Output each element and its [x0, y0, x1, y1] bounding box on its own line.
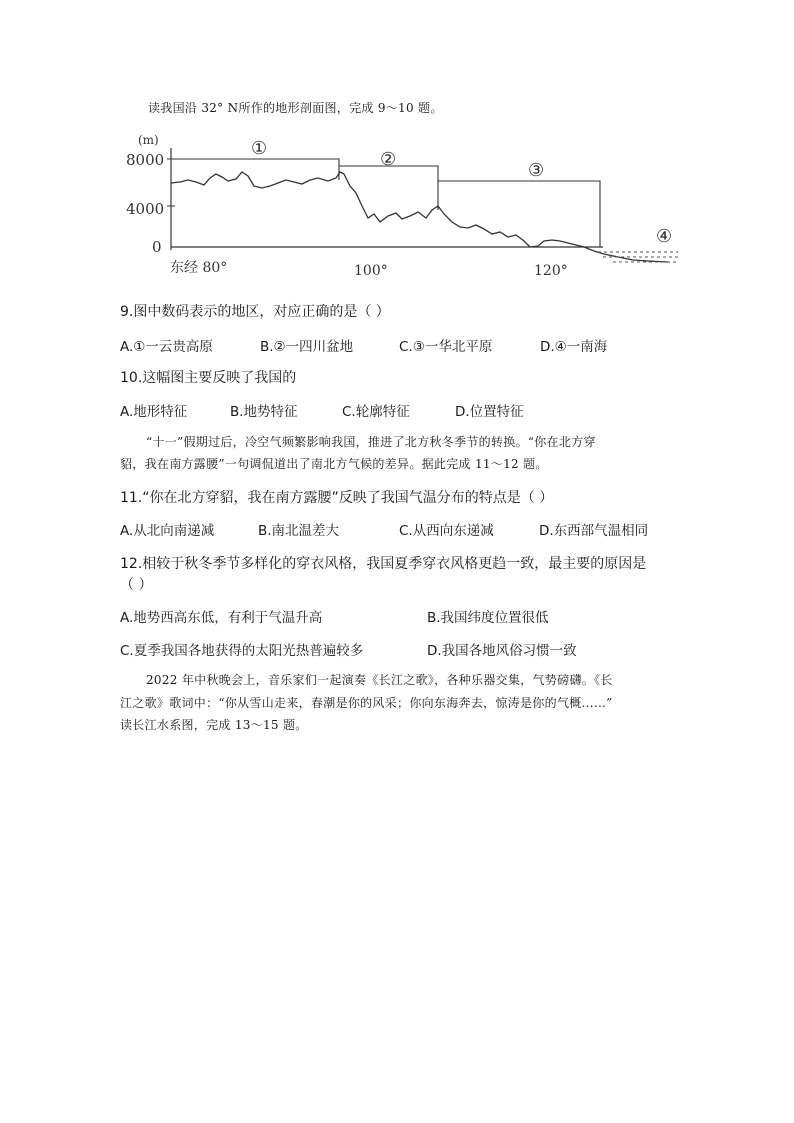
- question-12-option-a: A.地势西高东低，有利于气温升高: [120, 610, 323, 626]
- question-11-option-c: C.从西向东递减: [399, 523, 494, 539]
- question-10-stem: 10.这幅图主要反映了我国的: [120, 370, 297, 386]
- region-mark-3: ③: [528, 160, 545, 181]
- profile-unit-label: (m): [138, 133, 159, 147]
- question-10-option-c: C.轮廓特征: [342, 404, 410, 420]
- region-1-bracket: [171, 159, 339, 180]
- question-12-option-c: C.夏季我国各地获得的太阳光热普遍较多: [120, 643, 364, 659]
- yangtze-passage-line-3: 读长江水系图，完成 13～15 题。: [120, 718, 308, 732]
- region-mark-2: ②: [380, 149, 397, 170]
- profile-y-tick-label: 4000: [126, 200, 165, 218]
- profile-intro: 读我国沿 32° N所作的地形剖面图，完成 9～10 题。: [148, 101, 443, 115]
- question-12-stem-line-2: （ ）: [120, 577, 153, 593]
- terrain-profile-diagram: [118, 128, 683, 280]
- climate-passage-line-1: “十一”假期过后，冷空气频繁影响我国，推进了北方秋冬季节的转换。“你在北方穿: [146, 435, 596, 449]
- profile-y-tick-label: 0: [152, 238, 162, 256]
- question-11-option-d: D.东西部气温相同: [539, 523, 649, 539]
- profile-x-tick-label: 120°: [534, 263, 568, 279]
- profile-y-tick-label: 8000: [126, 151, 165, 169]
- question-11-option-b: B.南北温差大: [258, 523, 340, 539]
- question-12-stem-line-1: 12.相较于秋冬季节多样化的穿衣风格，我国夏季穿衣风格更趋一致，最主要的原因是: [120, 556, 647, 572]
- region-mark-4: ④: [656, 226, 673, 247]
- question-9-option-c: C.③一华北平原: [399, 339, 493, 355]
- question-9-stem: 9.图中数码表示的地区，对应正确的是（ ）: [120, 304, 390, 320]
- question-10-option-b: B.地势特征: [230, 404, 298, 420]
- terrain-profile-line: [171, 172, 668, 262]
- profile-x-tick-label: 东经 80°: [170, 260, 228, 276]
- yangtze-passage-line-2: 江之歌》歌词中：“你从雪山走来，春潮是你的风采；你向东海奔去，惊涛是你的气概……”: [120, 696, 613, 710]
- question-9-option-d: D.④一南海: [540, 339, 608, 355]
- climate-passage-line-2: 貂，我在南方露腰”一句调侃道出了南北方气候的差异。据此完成 11～12 题。: [120, 457, 548, 471]
- profile-x-tick-label: 100°: [354, 263, 388, 279]
- question-10-option-a: A.地形特征: [120, 404, 188, 420]
- question-9-option-a: A.①一云贵高原: [120, 339, 213, 355]
- question-11-option-a: A.从北向南递减: [120, 523, 215, 539]
- region-mark-1: ①: [251, 138, 268, 159]
- region-2-bracket: [339, 166, 438, 210]
- yangtze-passage-line-1: 2022 年中秋晚会上，音乐家们一起演奏《长江之歌》，各种乐器交集，气势磅礴。《长: [146, 673, 613, 687]
- question-9-option-b: B.②一四川盆地: [260, 339, 354, 355]
- question-10-option-d: D.位置特征: [455, 404, 524, 420]
- question-11-stem: 11.“你在北方穿貂，我在南方露腰”反映了我国气温分布的特点是（ ）: [120, 490, 554, 506]
- question-12-option-b: B.我国纬度位置很低: [427, 610, 549, 626]
- question-12-option-d: D.我国各地风俗习惯一致: [427, 643, 577, 659]
